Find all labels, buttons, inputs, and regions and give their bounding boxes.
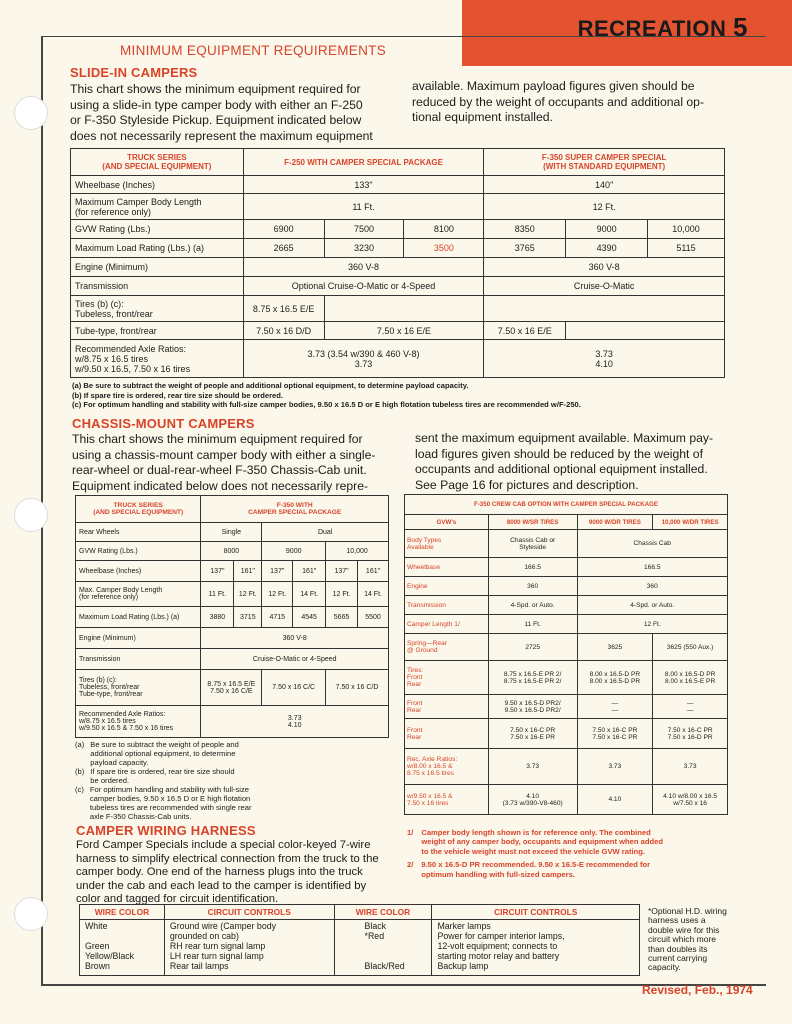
cell: 3.73 (653, 749, 728, 785)
cell: 360 (488, 577, 577, 596)
row-label: Rear Wheels (76, 523, 201, 542)
cell: Cruise-O-Matic or 4-Speed (201, 649, 389, 670)
cell: 8000 (201, 542, 262, 561)
row-label: Tires (b) (c): Tubeless, front/rear (71, 296, 244, 322)
row-label: Maximum Camper Body Length (for reference only) (71, 194, 244, 220)
cell: 4390 (566, 239, 648, 258)
cell: 12 Ft. (262, 582, 293, 607)
slide-in-intro-right: available. Maximum payload figures given should be reduced by the weight of occupants and additional op- tional equipment installed. (412, 79, 705, 124)
cell: 166.5 (488, 558, 577, 577)
col-header: 9000 W/DR TIRES (577, 515, 653, 530)
header-series: TRUCK SERIES (AND SPECIAL EQUIPMENT) (71, 149, 244, 176)
cell: 161" (293, 561, 326, 582)
cell (324, 296, 484, 322)
cell: — — (577, 695, 653, 719)
circuits-left: Ground wire (Camper body grounded on cab) RH rear turn signal lamp LH rear turn signal lamp Rear tail lamps (164, 920, 334, 976)
cell: 3500 (404, 239, 484, 258)
cell: 8350 (484, 220, 566, 239)
row-label: w/9.50 x 16.5 & 7.50 x 16 tires (405, 785, 489, 815)
cell: 137" (326, 561, 358, 582)
cell: 133" (243, 176, 484, 194)
cell: 360 V-8 (484, 258, 725, 277)
row-label: GVW Rating (Lbs.) (76, 542, 201, 561)
cell: 3.73 4.10 (201, 706, 389, 738)
cell: 5665 (326, 607, 358, 628)
wiring-intro: Ford Camper Specials include a special color-keyed 7-wire harness to simplify electrical connection from the truck to the camper body. One end of the harness plugs into the truck under the cab and each lead to the camper is identified by color and tagged for circuit identification. (76, 839, 379, 906)
cell: 3.73 4.10 (484, 340, 725, 378)
row-label: Wheelbase (Inches) (71, 176, 244, 194)
chassis-intro-right: sent the maximum equipment available. Maximum pay- load figures given should be reduced by the weight of occupants and additional optional equipment installed. See Page 16 for pictures and description. (415, 431, 714, 492)
header-f350: F-350 WITH CAMPER SPECIAL PACKAGE (201, 496, 389, 523)
cell: 3765 (484, 239, 566, 258)
row-label: Maximum Load Rating (Lbs.) (a) (71, 239, 244, 258)
header-series: TRUCK SERIES (AND SPECIAL EQUIPMENT) (76, 496, 201, 523)
chassis-footnotes: (a) Be sure to subtract the weight of people and additional optional equipment, to determine payload capacity. (b) If spare tire is ordered, rear tire size should be ordered. (c) For optimum handling and stability with full-size camper bodies, 9.50 x 16.5 D or E high flotation tubeless tires are recommended with single rear axle F-350 Chassis-Cab units. (75, 740, 252, 821)
header-f350: F-350 SUPER CAMPER SPECIAL (WITH STANDARD EQUIPMENT) (484, 149, 725, 176)
cell: 10,000 (648, 220, 725, 239)
row-label: Transmission (71, 277, 244, 296)
cell: Chassis Cab (577, 530, 728, 558)
row-label: Wheelbase (Inches) (76, 561, 201, 582)
cell: 9000 (262, 542, 326, 561)
row-label: Recommended Axle Ratios: w/8.75 x 16.5 tires w/9.50 x 16.5, 7.50 x 16 tires (71, 340, 244, 378)
row-label: Transmission (405, 596, 489, 615)
header-circuit-controls: CIRCUIT CONTROLS (432, 905, 640, 920)
circuits-right: Marker lamps Power for camper interior lamps, 12-volt equipment; connects to starting motor relay and battery Backup lamp (432, 920, 640, 976)
cell: 4545 (293, 607, 326, 628)
revised-date: Revised, Feb., 1974 (642, 983, 753, 997)
chassis-table (75, 495, 389, 738)
wire-colors-right: Black *Red Black/Red (334, 920, 432, 976)
cell: 3625 (577, 634, 653, 661)
cell: 4.10 (3.73 w/390-V8-460) (488, 785, 577, 815)
cell: 8.75 x 16.5-E PR 2/ 8.75 x 16.5-E PR 2/ (488, 661, 577, 695)
slide-in-intro-left: This chart shows the minimum equipment required for using a slide-in type camper body with either an F-250 or F-350 Styleside Pickup. Equipment indicated below does not necessarily represent the maximum equipment (70, 82, 373, 143)
row-label: GVW Rating (Lbs.) (71, 220, 244, 239)
row-label: Front Rear (405, 719, 489, 749)
cell: 3.73 (577, 749, 653, 785)
cell: 11 Ft. (488, 615, 577, 634)
row-label: Tires: Front Rear (405, 661, 489, 695)
row-label: Engine (405, 577, 489, 596)
row-label: Front Rear (405, 695, 489, 719)
row-label: Maximum Load Rating (Lbs.) (a) (76, 607, 201, 628)
cell: 3715 (234, 607, 262, 628)
cell: 161" (358, 561, 389, 582)
cell: 3230 (324, 239, 404, 258)
row-label: Body Types Available (405, 530, 489, 558)
cell: 360 V-8 (201, 628, 389, 649)
header-wire-color: WIRE COLOR (334, 905, 432, 920)
cell: 11 Ft. (243, 194, 484, 220)
cell: 4-Spd. or Auto. (577, 596, 728, 615)
wire-colors-left: White Green Yellow/Black Brown (80, 920, 165, 976)
cell: 2725 (488, 634, 577, 661)
cell: 8.00 x 16.5-D PR 8.00 x 16.5-D PR (577, 661, 653, 695)
section-title: RECREATION 5 (577, 12, 748, 42)
slide-in-heading: SLIDE-IN CAMPERS (70, 65, 198, 80)
cell: 3625 (550 Aux.) (653, 634, 728, 661)
cell: 12 Ft. (234, 582, 262, 607)
col-header: GVW's (405, 515, 489, 530)
cell: 5115 (648, 239, 725, 258)
cell: 7.50 x 16-C PR 7.50 x 16-C PR (577, 719, 653, 749)
cell: 3.73 (3.54 w/390 & 460 V-8) 3.73 (243, 340, 484, 378)
cell: 7.50 x 16 C/D (326, 670, 389, 706)
cell: Optional Cruise-O-Matic or 4-Speed (243, 277, 484, 296)
binder-hole (14, 498, 48, 532)
col-header: 10,000 W/DR TIRES (653, 515, 728, 530)
cell: 161" (234, 561, 262, 582)
row-label: Tires (b) (c): Tubeless, front/rear Tube-type, front/rear (76, 670, 201, 706)
slide-in-footnotes: (a) Be sure to subtract the weight of people and additional optional equipment, to determine payload capacity. (b) If spare tire is ordered, rear tire size should be ordered. (c) For optimum handling and stability with full-size camper bodies, 9.50 x 16.5 D or E high flotation tubeless tires are recommended w/F-250. (72, 381, 581, 409)
cell: 2665 (243, 239, 324, 258)
cell: 7500 (324, 220, 404, 239)
crew-cab-table (404, 494, 728, 815)
cell: 360 (577, 577, 728, 596)
cell: 4.10 (577, 785, 653, 815)
cell (484, 296, 725, 322)
cell: 137" (262, 561, 293, 582)
page-title: MINIMUM EQUIPMENT REQUIREMENTS (120, 43, 387, 58)
chassis-heading: CHASSIS-MOUNT CAMPERS (72, 416, 255, 431)
row-label: Engine (Minimum) (71, 258, 244, 277)
row-label: Rec. Axle Ratios: w/8.00 x 16.5 & 8.75 x 16.5 tires (405, 749, 489, 785)
cell: 14 Ft. (293, 582, 326, 607)
crew-cab-title: F-350 CREW CAB OPTION WITH CAMPER SPECIAL PACKAGE (405, 495, 728, 515)
cell: — — (653, 695, 728, 719)
cell: 4-Spd. or Auto. (488, 596, 577, 615)
cell: 8.75 x 16.5 E/E 7.50 x 16 C/E (201, 670, 262, 706)
cell: Cruise-O-Matic (484, 277, 725, 296)
cell: 137" (201, 561, 234, 582)
wiring-note: *Optional H.D. wiring harness uses a double wire for this circuit which more than doubles its current carrying capacity. (648, 906, 727, 973)
row-label: Transmission (76, 649, 201, 670)
cell: 8100 (404, 220, 484, 239)
cell: 12 Ft. (484, 194, 725, 220)
cell: Dual (262, 523, 389, 542)
wiring-table (79, 904, 640, 976)
cell: 9.50 x 16.5-D PR2/ 9.50 x 16.5-D PR2/ (488, 695, 577, 719)
cell: 6900 (243, 220, 324, 239)
cell: 360 V-8 (243, 258, 484, 277)
cell: 7.50 x 16 C/C (262, 670, 326, 706)
header-circuit-controls: CIRCUIT CONTROLS (164, 905, 334, 920)
binder-hole (14, 96, 48, 130)
col-header: 8000 W/SR TIRES (488, 515, 577, 530)
cell: Single (201, 523, 262, 542)
cell: 7.50 x 16 D/D (243, 322, 324, 340)
row-label: Camper Length 1/ (405, 615, 489, 634)
cell (566, 322, 725, 340)
chassis-intro-left: This chart shows the minimum equipment required for using a chassis-mount camper body with either a single- rear-wheel or dual-rear-wheel F-350 Chassis-Cab unit. Equipment indicated below does not necessarily repre- (72, 432, 376, 493)
row-label: Spring—Rear @ Ground (405, 634, 489, 661)
cell: 14 Ft. (358, 582, 389, 607)
cell: 8.00 x 16.5-D PR 8.00 x 16.5-E PR (653, 661, 728, 695)
cell: 10,000 (326, 542, 389, 561)
header-f250: F-250 WITH CAMPER SPECIAL PACKAGE (243, 149, 484, 176)
cell: 12 Ft. (326, 582, 358, 607)
slide-in-table (70, 148, 725, 378)
cell: 8.75 x 16.5 E/E (243, 296, 324, 322)
row-label: Engine (Minimum) (76, 628, 201, 649)
row-label: Wheelbase (405, 558, 489, 577)
cell: 4715 (262, 607, 293, 628)
cell: 166.5 (577, 558, 728, 577)
row-label: Max. Camper Body Length (for reference only) (76, 582, 201, 607)
cell: 7.50 x 16-C PR 7.50 x 16-E PR (488, 719, 577, 749)
crew-cab-notes: 1/ Camper body length shown is for reference only. The combined weight of any camper body, occupants and equipment when added to the vehicle weight must not exceed the vehicle GVW rating. 2/ 9.50 x 16.5-D PR recommended. 9.50 x 16.5-E recommended for optimum handling with full-sized campers. (407, 828, 663, 879)
cell: 7.50 x 16 E/E (324, 322, 484, 340)
cell: 7.50 x 16 E/E (484, 322, 566, 340)
cell: 11 Ft. (201, 582, 234, 607)
cell: 9000 (566, 220, 648, 239)
cell: 5500 (358, 607, 389, 628)
header-wire-color: WIRE COLOR (80, 905, 165, 920)
cell: 3880 (201, 607, 234, 628)
cell: 12 Ft. (577, 615, 728, 634)
cell: 4.10 w/8.00 x 16.5 w/7.50 x 16 (653, 785, 728, 815)
binder-hole (14, 897, 48, 931)
cell: 7.50 x 16-C PR 7.50 x 16-D PR (653, 719, 728, 749)
row-label: Recommended Axle Ratios: w/8.75 x 16.5 tires w/9.50 x 16.5 & 7.50 x 16 tires (76, 706, 201, 738)
wiring-heading: CAMPER WIRING HARNESS (76, 823, 256, 838)
cell: Chassis Cab or Styleside (488, 530, 577, 558)
cell: 140" (484, 176, 725, 194)
cell: 3.73 (488, 749, 577, 785)
row-label: Tube-type, front/rear (71, 322, 244, 340)
